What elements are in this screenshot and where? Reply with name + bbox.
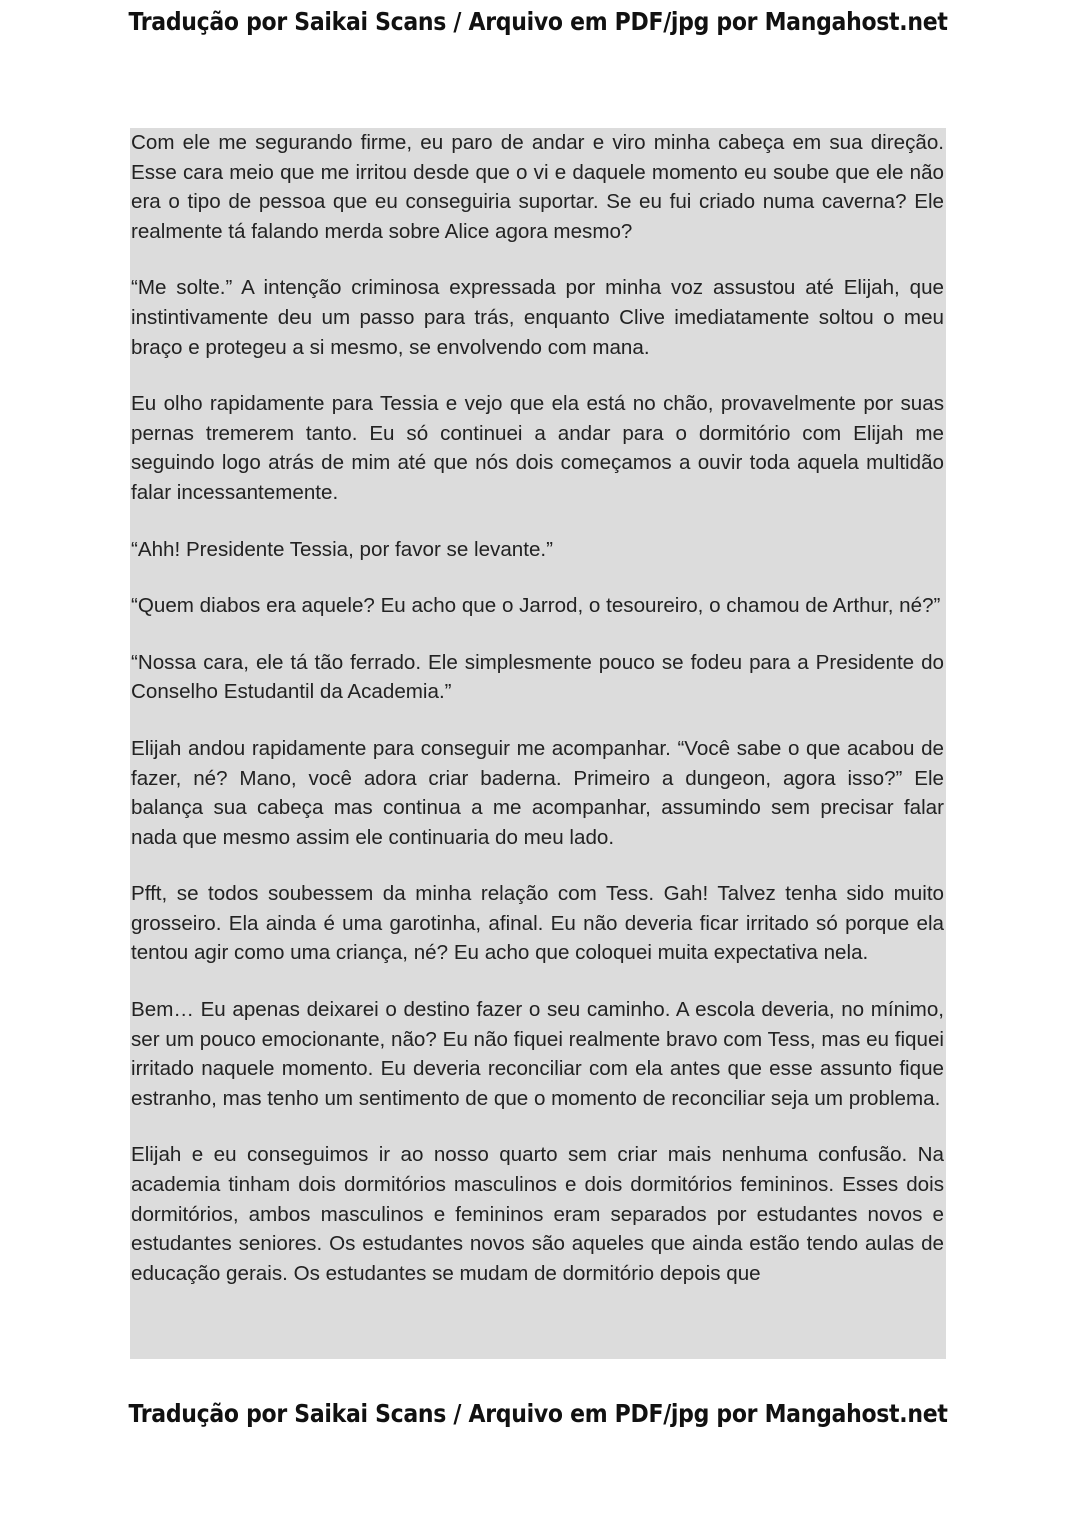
paragraph-4: “Ahh! Presidente Tessia, por favor se levante.” — [131, 537, 554, 561]
paragraph-8: Pfft, se todos soubessem da minha relação com Tess. Gah! Talvez tenha sido muito grosseiro. Ela ainda é uma garotinha, afinal. Eu não deveria ficar irritado só porque ela tentou agir como uma criança, né? Eu acho que coloquei muita expectativa nela. — [131, 882, 944, 965]
paragraph-6: “Nossa cara, ele tá tão ferrado. Ele simplesmente pouco se fodeu para a Presidente do Conselho Estudantil da Academia.” — [131, 650, 944, 704]
paragraph-3: Eu olho rapidamente para Tessia e vejo que ela está no chão, provavelmente por suas pernas tremerem tanto. Eu só continuei a andar para o dormitório com Elijah me seguindo logo atrás de mim até que nós dois começamos a ouvir toda aquela multidão falar incessantemente. — [131, 392, 944, 504]
paragraph-9: Bem… Eu apenas deixarei o destino fazer o seu caminho. A escola deveria, no mínimo, ser um pouco emocionante, não? Eu não fiquei realmente bravo com Tess, mas eu fiquei irritado naquele momento. Eu deveria reconciliar com ela antes que esse assunto fique estranho, mas tenho um sentimento de que o momento de reconciliar seja um problema. — [131, 998, 944, 1110]
paragraph-5: “Quem diabos era aquele? Eu acho que o Jarrod, o tesoureiro, o chamou de Arthur, né?” — [131, 594, 941, 618]
paragraph-7: Elijah andou rapidamente para conseguir me acompanhar. “Você sabe o que acabou de fazer, né? Mano, você adora criar baderna. Primeiro a dungeon, agora isso?” Ele balança sua cabeça mas continua a me acompanhar, assumindo sem precisar falar nada que mesmo assim ele continuaria do meu lado. — [131, 736, 944, 849]
text-body — [130, 128, 946, 1359]
paragraph-10: Elijah e eu conseguimos ir ao nosso quarto sem criar mais nenhuma confusão. Na academia tinham dois dormitórios masculinos e dois dormitórios femininos. Esses dois dormitórios, ambos masculinos e femininos eram separados por estudantes novos e estudantes seniores. Os estudantes novos são aqueles que ainda estão tendo aulas de educação gerais. Os estudantes se mudam de dormitório depois que — [131, 1143, 944, 1285]
paragraph-1: Com ele me segurando firme, eu paro de andar e viro minha cabeça em sua direção. Esse cara meio que me irritou desde que o vi e daquele momento eu soube que ele não era o tipo de pessoa que eu conseguiria suportar. Se eu fui criado numa caverna? Ele realmente tá falando merda sobre Alice agora mesmo? — [131, 131, 944, 243]
footer-banner: Tradução por Saikai Scans / Arquivo em PDF/jpg por Mangahost.net — [128, 1400, 948, 1429]
header-banner: Tradução por Saikai Scans / Arquivo em PDF/jpg por Mangahost.net — [128, 8, 948, 37]
paragraph-2: “Me solte.” A intenção criminosa expressada por minha voz assustou até Elijah, que instintivamente deu um passo para trás, enquanto Clive imediatamente soltou o meu braço e protegeu a si mesmo, se envolvendo com mana. — [131, 276, 944, 359]
